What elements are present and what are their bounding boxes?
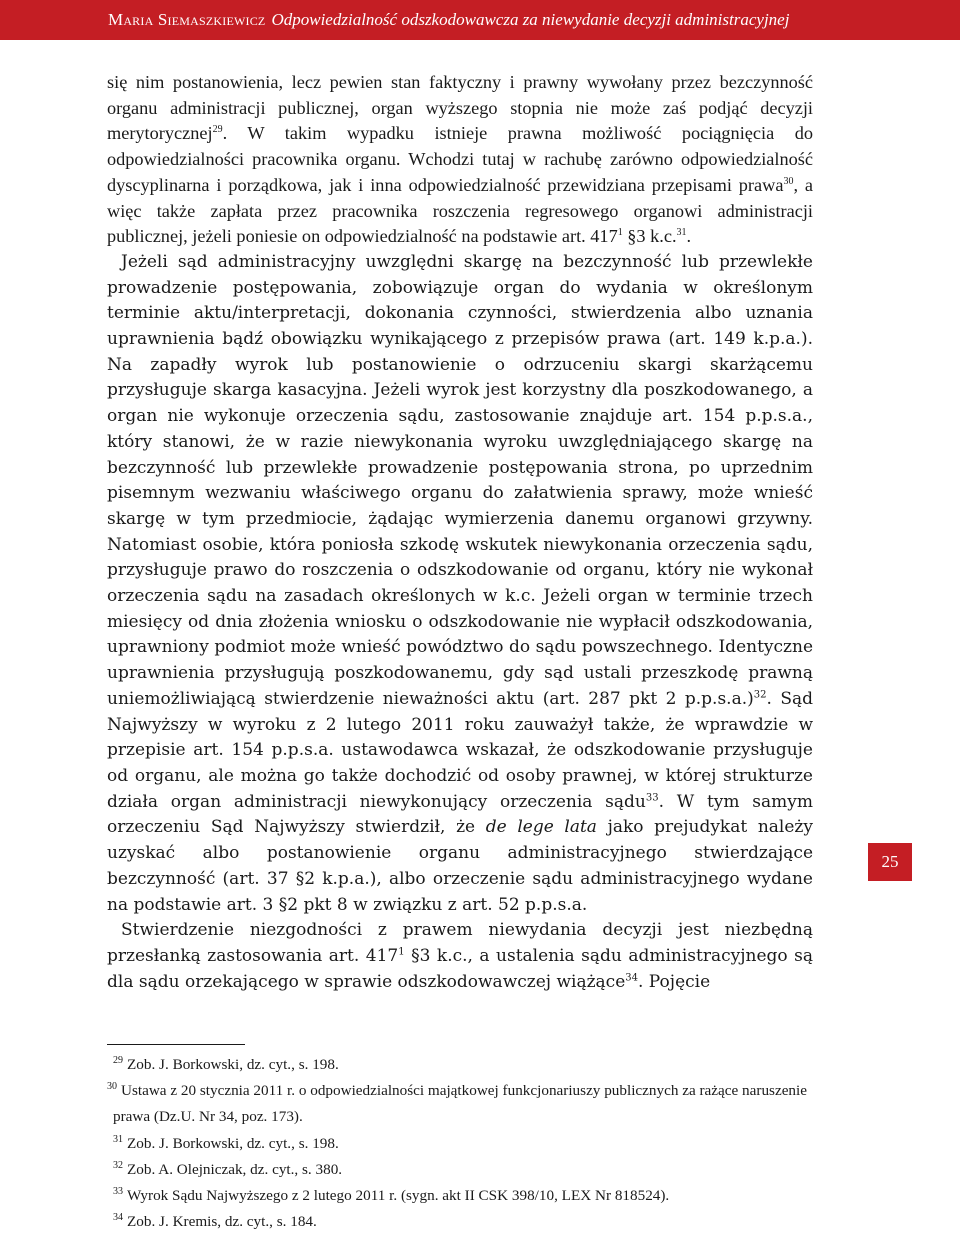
running-header [0,0,960,40]
p3-text-a: Stwierdzenie niezgodności z prawem niewydania decyzji jest niezbędną przesłanką zastosowania art. 417 [107,920,813,966]
footnote-ref-31[interactable]: 31 [676,227,687,239]
footnote-number: 34 [113,1212,123,1224]
p2-text-a: Jeżeli sąd administracyjny uwzględni skargę na bezczynność lub przewlekłe prowadzenie postępowania, zobowiązuje organ do wydania w określonym terminie aktu/interpretacji, dokonania czynności, stwierdzenia albo uznania uprawnienia bądź obowiązku wynikającego z przepisów prawa (art. 149 k.p.a.). Na zapadły wyrok lub postanowienie o odrzuceniu skargi skarżącemu przysługuje skarga kasacyjna. Jeżeli wyrok jest korzystny dla poszkodowanego, a organ nie wykonuje orzeczenia sądu, zastosowanie znajduje art. 154 p.p.s.a., który stanowi, że w razie niewykonania wyroku uwzględniającego skargę na bezczynność lub przewlekłe prowadzenie postępowania strona, po uprzednim pisemnym wezwaniu właściwego organu do załatwienia sprawy, może wnieść skargę w tym przedmiocie, żądając wymierzenia danemu organowi grzywny. Natomiast osobie, która poniosła szkodę wskutek niewykonania orzeczenia sądu, przysługuje prawo do roszczenia o odszkodowanie od organu, który nie wykonał orzeczenia sądu na zasadach określonych w k.c. Jeżeli organ w terminie trzech miesięcy od dnia złożenia wniosku o odszkodowanie nie wypłacił odszkodowania, uprawniony podmiot może wnieść powództwo do sądu powszechnego. Identyczne uprawnienia przysługują poszkodowanemu, gdy sąd ustali przeszkodę prawną uniemożliwiającą stwierdzenie nieważności aktu (art. 287 pkt 2 p.p.s.a.) [107,251,813,709]
footnote-31 [107,1131,819,1157]
latin-phrase: de lege lata [485,817,597,838]
footnote-ref-29[interactable]: 29 [212,124,223,136]
p2-text-d: jako prejudykat należy uzyskać albo postanowienie organu administracyjnego stwierdzające bezczynność (art. 37 §2 k.p.a.), albo orzeczenie sądu administracyjnego wydane na podstawie art. 3 §2 pkt 8 w związku z art. 52 p.p.s.a. [107,817,813,915]
p2-text-b: . Sąd Najwyższy w wyroku z 2 lutego 2011 roku zauważył także, że wprawdzie w przepisie art. 154 p.p.s.a. ustawodawca wskazał, że odszkodowanie przysługuje od organu, ale można go także dochodzić od osoby prawnej, w której strukturze działa organ administracji niewykonujący orzeczenia sądu [107,688,813,812]
p3-text-c: . Pojęcie [638,971,711,992]
footnote-ref-33[interactable]: 33 [645,792,659,804]
footnote-34 [107,1209,819,1235]
footnote-text: Zob. J. Kremis, dz. cyt., s. 184. [127,1213,317,1231]
footnote-number: 30 [107,1081,117,1093]
footnote-number: 29 [113,1054,123,1066]
paragraph-2 [107,250,813,918]
footnote-32 [107,1157,819,1183]
paragraph-1 [107,70,813,250]
footnote-divider [107,1044,245,1045]
superscript-1: 1 [398,946,405,958]
footnote-text: Zob. A. Olejniczak, dz. cyt., s. 380. [127,1160,343,1178]
footnote-number: 33 [113,1185,123,1197]
p1-text-d: §3 k.c. [622,226,677,247]
footnote-number: 31 [113,1133,123,1145]
page-number: 25 [868,843,912,881]
footnote-29 [107,1052,819,1078]
header-title: Odpowiedzialność odszkodowawcza za niewydanie decyzji administracyjnej [271,10,790,29]
paragraph-3 [107,918,813,995]
footnote-33 [107,1183,819,1209]
body-text [107,70,813,995]
footnote-30 [107,1078,819,1130]
p1-text-a: się nim postanowienia, lecz pewien stan faktyczny i prawny wywołany przez bezczynność organu administracji publicznej, organ wyższego stopnia nie może zaś podjąć decyzji merytorycznej [107,72,813,144]
footnote-number: 32 [113,1159,123,1171]
superscript-1: 1 [617,227,623,239]
footnote-text: Zob. J. Borkowski, dz. cyt., s. 198. [127,1134,339,1152]
footnote-text: Zob. J. Borkowski, dz. cyt., s. 198. [127,1056,339,1073]
footnote-ref-30[interactable]: 30 [783,175,794,187]
footnote-text: Ustawa z 20 stycznia 2011 r. o odpowiedzialności majątkowej funkcjonariuszy publicznych za rażące naruszenie prawa (Dz.U. Nr 34, poz. 173). [113,1082,807,1126]
footnote-ref-34[interactable]: 34 [625,971,638,983]
p3-text-b: §3 k.c., a ustalenia sądu administracyjnego są dla sądu orzekającego w sprawie odszkodowawczej wiążące [107,945,813,992]
p1-text-c: , a więc także zapłata przez pracownika roszczenia regresowego organowi administracji publicznej, jeżeli poniesie on odpowiedzialność na podstawie art. 417 [107,174,813,247]
p1-text-e: . [686,226,692,247]
p1-text-b: . W takim wypadku istnieje prawna możliwość pociągnięcia do odpowiedzialności pracownika organu. Wchodzi tutaj w rachubę zarówno odpowiedzialność dyscyplinarna i porządkowa, jak i inna odpowiedzialność przewidziana przepisami prawa [107,123,813,195]
footnote-text: Wyrok Sądu Najwyższego z 2 lutego 2011 r. (sygn. akt II CSK 398/10, LEX Nr 818524). [127,1187,670,1205]
footnote-ref-32[interactable]: 32 [753,689,767,701]
header-author: Maria Siemaszkiewicz [108,10,266,29]
footnotes [107,1052,819,1235]
p2-text-c: . W tym samym orzeczeniu Sąd Najwyższy stwierdził, że [107,791,813,838]
